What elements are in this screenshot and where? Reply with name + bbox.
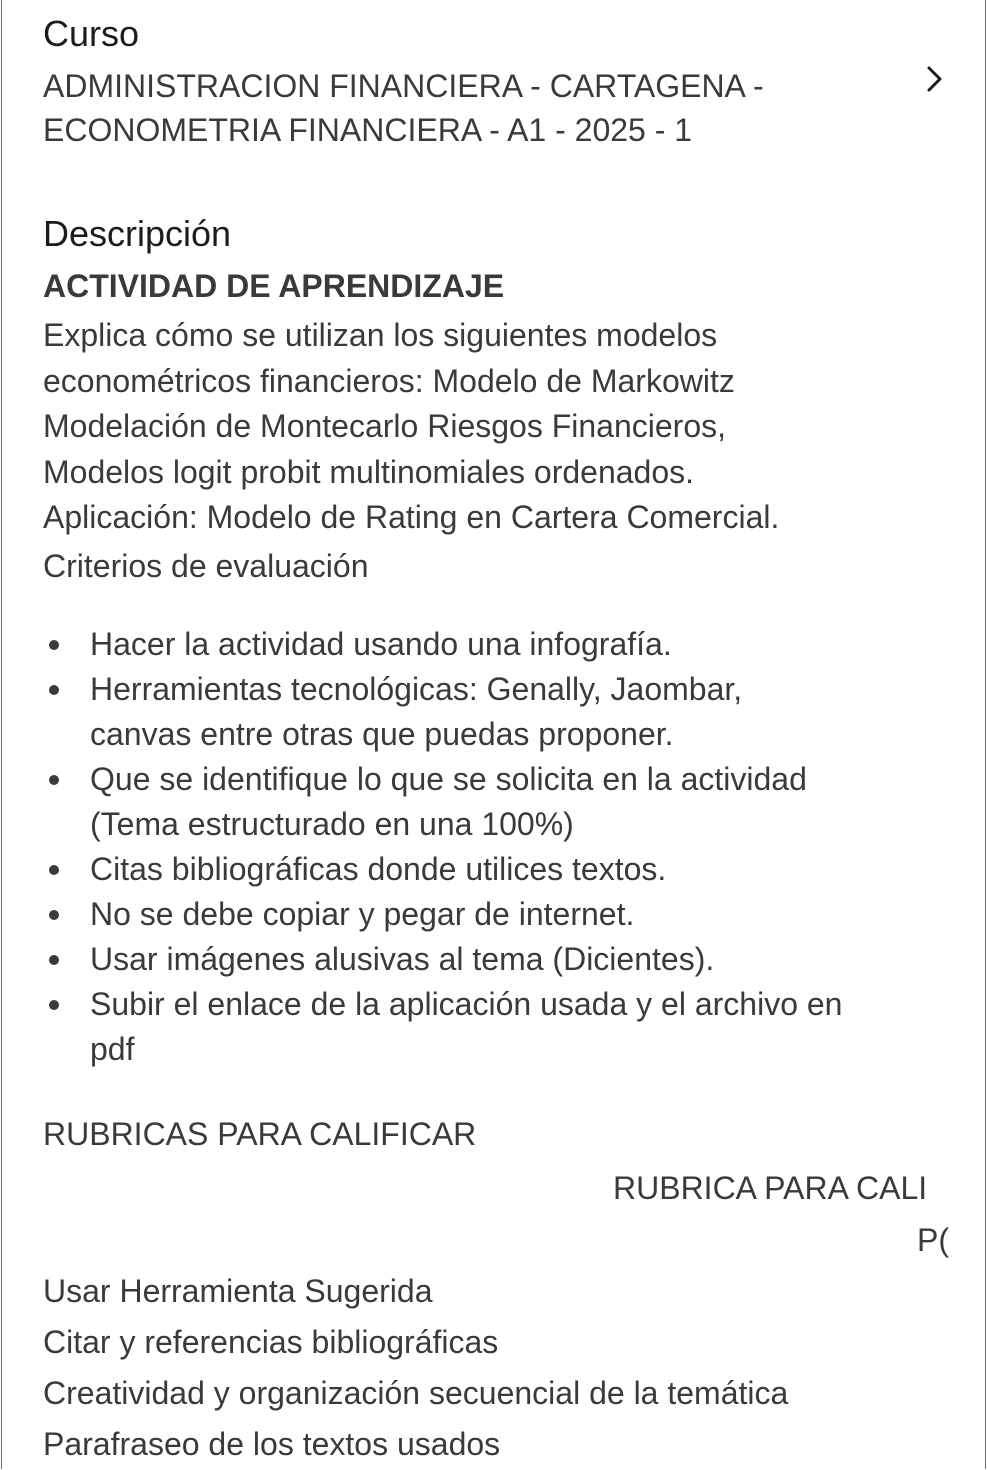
rubric-row: Parafraseo de los textos usados bbox=[43, 1426, 501, 1462]
paragraph-line: Aplicación: Modelo de Rating en Cartera Comercial. bbox=[43, 499, 780, 535]
criteria-item: Subir el enlace de la aplicación usada y el archivo en pdf bbox=[43, 982, 943, 1072]
criteria-item: Usar imágenes alusivas al tema (Dicientes). bbox=[43, 937, 943, 982]
rubricas-label: RUBRICAS PARA CALIFICAR bbox=[43, 1116, 477, 1152]
bullet-icon bbox=[49, 865, 59, 875]
rubric-row: Usar Herramienta Sugerida bbox=[43, 1273, 433, 1309]
rubric-row: Citar y referencias bibliográficas bbox=[43, 1324, 499, 1360]
description-label: Descripción bbox=[43, 213, 232, 254]
paragraph-line: econométricos financieros: Modelo de Markowitz bbox=[43, 362, 735, 399]
rubric-row: Creatividad y organización secuencial de la temática bbox=[43, 1375, 789, 1411]
criteria-item: No se debe copiar y pegar de internet. bbox=[43, 892, 943, 937]
activity-heading: ACTIVIDAD DE APRENDIZAJE bbox=[43, 268, 505, 304]
frame-left-border bbox=[1, 0, 2, 1469]
paragraph-line: Modelos logit probit multinomiales ordenados. bbox=[43, 453, 695, 490]
criteria-list bbox=[43, 622, 943, 1072]
criteria-item: Herramientas tecnológicas: Genally, Jaombar, canvas entre otras que puedas proponer. bbox=[43, 667, 943, 757]
paragraph-line: Modelación de Montecarlo Riesgos Financieros, bbox=[43, 408, 727, 444]
rubric-rows bbox=[43, 1266, 788, 1470]
frame-right-border bbox=[985, 0, 986, 1469]
course-link-row[interactable] bbox=[43, 64, 948, 158]
criteria-item: Hacer la actividad usando una infografía. bbox=[43, 622, 943, 667]
rubric-column-header: P( bbox=[917, 1222, 949, 1258]
bullet-icon bbox=[49, 685, 59, 695]
paragraph-line: Explica cómo se utilizan los siguientes modelos bbox=[43, 317, 718, 353]
course-name bbox=[43, 64, 863, 152]
bullet-icon bbox=[49, 775, 59, 785]
criteria-item: Citas bibliográficas donde utilices textos. bbox=[43, 847, 943, 892]
course-name-line: ADMINISTRACION FINANCIERA - CARTAGENA - bbox=[43, 68, 764, 104]
bullet-icon bbox=[49, 640, 59, 650]
bullet-icon bbox=[49, 955, 59, 965]
bullet-icon bbox=[49, 1000, 59, 1010]
criteria-item: Que se identifique lo que se solicita en la actividad (Tema estructurado en una 100%) bbox=[43, 757, 943, 847]
criteria-label: Criterios de evaluación bbox=[43, 548, 369, 584]
chevron-right-icon bbox=[918, 64, 948, 94]
course-name-line: ECONOMETRIA FINANCIERA - A1 - 2025 - 1 bbox=[43, 112, 693, 148]
bullet-icon bbox=[49, 910, 59, 920]
rubric-table-title: RUBRICA PARA CALI bbox=[613, 1170, 928, 1206]
rubric-table[interactable] bbox=[43, 1166, 949, 1469]
activity-paragraph bbox=[43, 313, 943, 541]
course-label: Curso bbox=[43, 13, 140, 54]
